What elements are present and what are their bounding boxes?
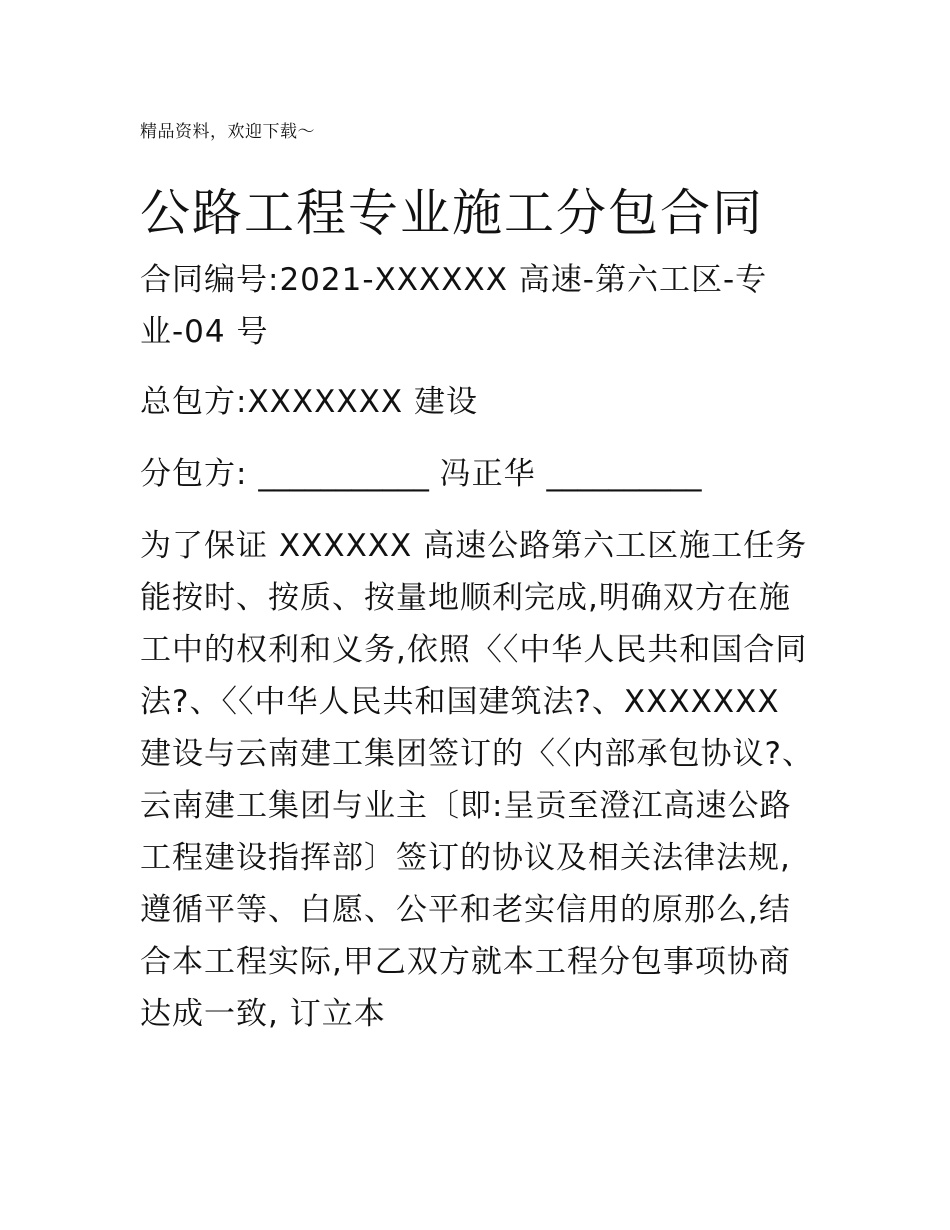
document-content [140,118,820,1040]
contract-number: 合同编号:2021-XXXXXX 高速-第六工区-专业-04 号 [140,262,768,350]
header-note: 精品资料，欢迎下载～ [140,122,315,142]
subcontractor-blank-after: __________ [546,456,702,492]
contract-body-paragraph: 为了保证 XXXXXX 高速公路第六工区施工任务能按时、按质、按量地顺利完成,明确双方在施工中的权利和义务,依照〈〈中华人民共和国合同法?、〈〈中华人民共和国建筑法?、XXXXXXX 建设与云南建工集团签订的〈〈内部承包协议?、云南建工集团与业主〔即:呈贡至澄江高速公路工程建设指挥部〕签订的协议及相关法律法规,遵循平等、白愿、公平和老实信用的原那么,结合本工程实际,甲乙双方就本工程分包事项协商达成一致, 订立本 [140,528,814,1032]
subcontractor-name: 冯正华 [428,456,547,492]
subcontractor-label: 分包方: [140,456,259,492]
general-contractor: 总包方:XXXXXXX 建设 [140,384,478,420]
subcontractor-blank-before: ___________ [258,456,429,492]
subcontractor-line [140,448,820,500]
document-title: 公路工程专业施工分包合同 [140,184,764,242]
